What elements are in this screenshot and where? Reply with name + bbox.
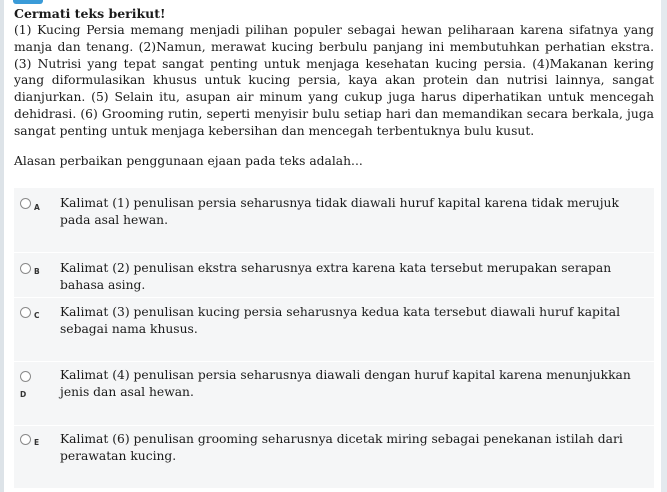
question-content — [14, 5, 654, 179]
option-text: Kalimat (3) penulisan kucing persia seharusnya kedua kata tersebut diawali huruf kapital sebagai nama khusus. — [60, 305, 621, 336]
question-stem: Alasan perbaikan penggunaan ejaan pada teks adalah... — [14, 153, 363, 168]
option-b[interactable] — [14, 253, 654, 297]
option-text: Kalimat (1) penulisan persia seharusnya tidak diawali huruf kapital karena tidak merujuk pada asal hewan. — [60, 196, 619, 227]
radio-icon[interactable] — [20, 198, 31, 209]
option-text: Kalimat (6) penulisan grooming seharusnya dicetak miring sebagai penekanan istilah dari perawatan kucing. — [60, 432, 623, 463]
option-letter: C — [34, 311, 40, 320]
radio-icon[interactable] — [20, 434, 31, 445]
option-letter: E — [34, 438, 40, 447]
option-d[interactable] — [14, 362, 654, 425]
radio-icon[interactable] — [20, 307, 31, 318]
option-text: Kalimat (4) penulisan persia seharusnya diawali dengan huruf kapital karena menunjukkan jenis dan asal hewan. — [60, 368, 631, 399]
left-frame-border — [0, 0, 4, 492]
question-tab-indicator — [13, 0, 43, 4]
radio-icon[interactable] — [20, 263, 31, 274]
option-text: Kalimat (2) penulisan ekstra seharusnya extra karena kata tersebut merupakan serapan bahasa asing. — [60, 261, 612, 292]
radio-icon[interactable] — [20, 371, 31, 382]
option-c[interactable] — [14, 298, 654, 361]
option-a[interactable] — [14, 188, 654, 252]
instruction-title: Cermati teks berikut! — [14, 6, 166, 21]
right-scrollbar-track[interactable] — [661, 0, 667, 492]
option-letter: D — [20, 390, 27, 399]
reading-passage: (1) Kucing Persia memang menjadi pilihan populer sebagai hewan peliharaan karena sifatnya yang manja dan tenang. (2)Namun, merawat kucing berbulu panjang ini membutuhkan perhatian ekstra. (3) Nutrisi yang tepat sangat penting untuk menjaga kesehatan kucing persia. (4)Makanan kering yang diformulasikan khusus untuk kucing persia, kaya akan protein dan nutrisi lainnya, sangat dianjurkan. (5) Selain itu, asupan air minum yang cukup juga harus diperhatikan untuk mencegah dehidrasi. (6) Grooming rutin, seperti menyisir bulu setiap hari dan memandikan secara berkala, juga sangat penting untuk menjaga kebersihan dan mencegah terbentuknya bulu kusut. — [14, 23, 654, 138]
option-e[interactable] — [14, 426, 654, 488]
option-letter: A — [34, 203, 40, 212]
option-letter: B — [34, 267, 40, 276]
